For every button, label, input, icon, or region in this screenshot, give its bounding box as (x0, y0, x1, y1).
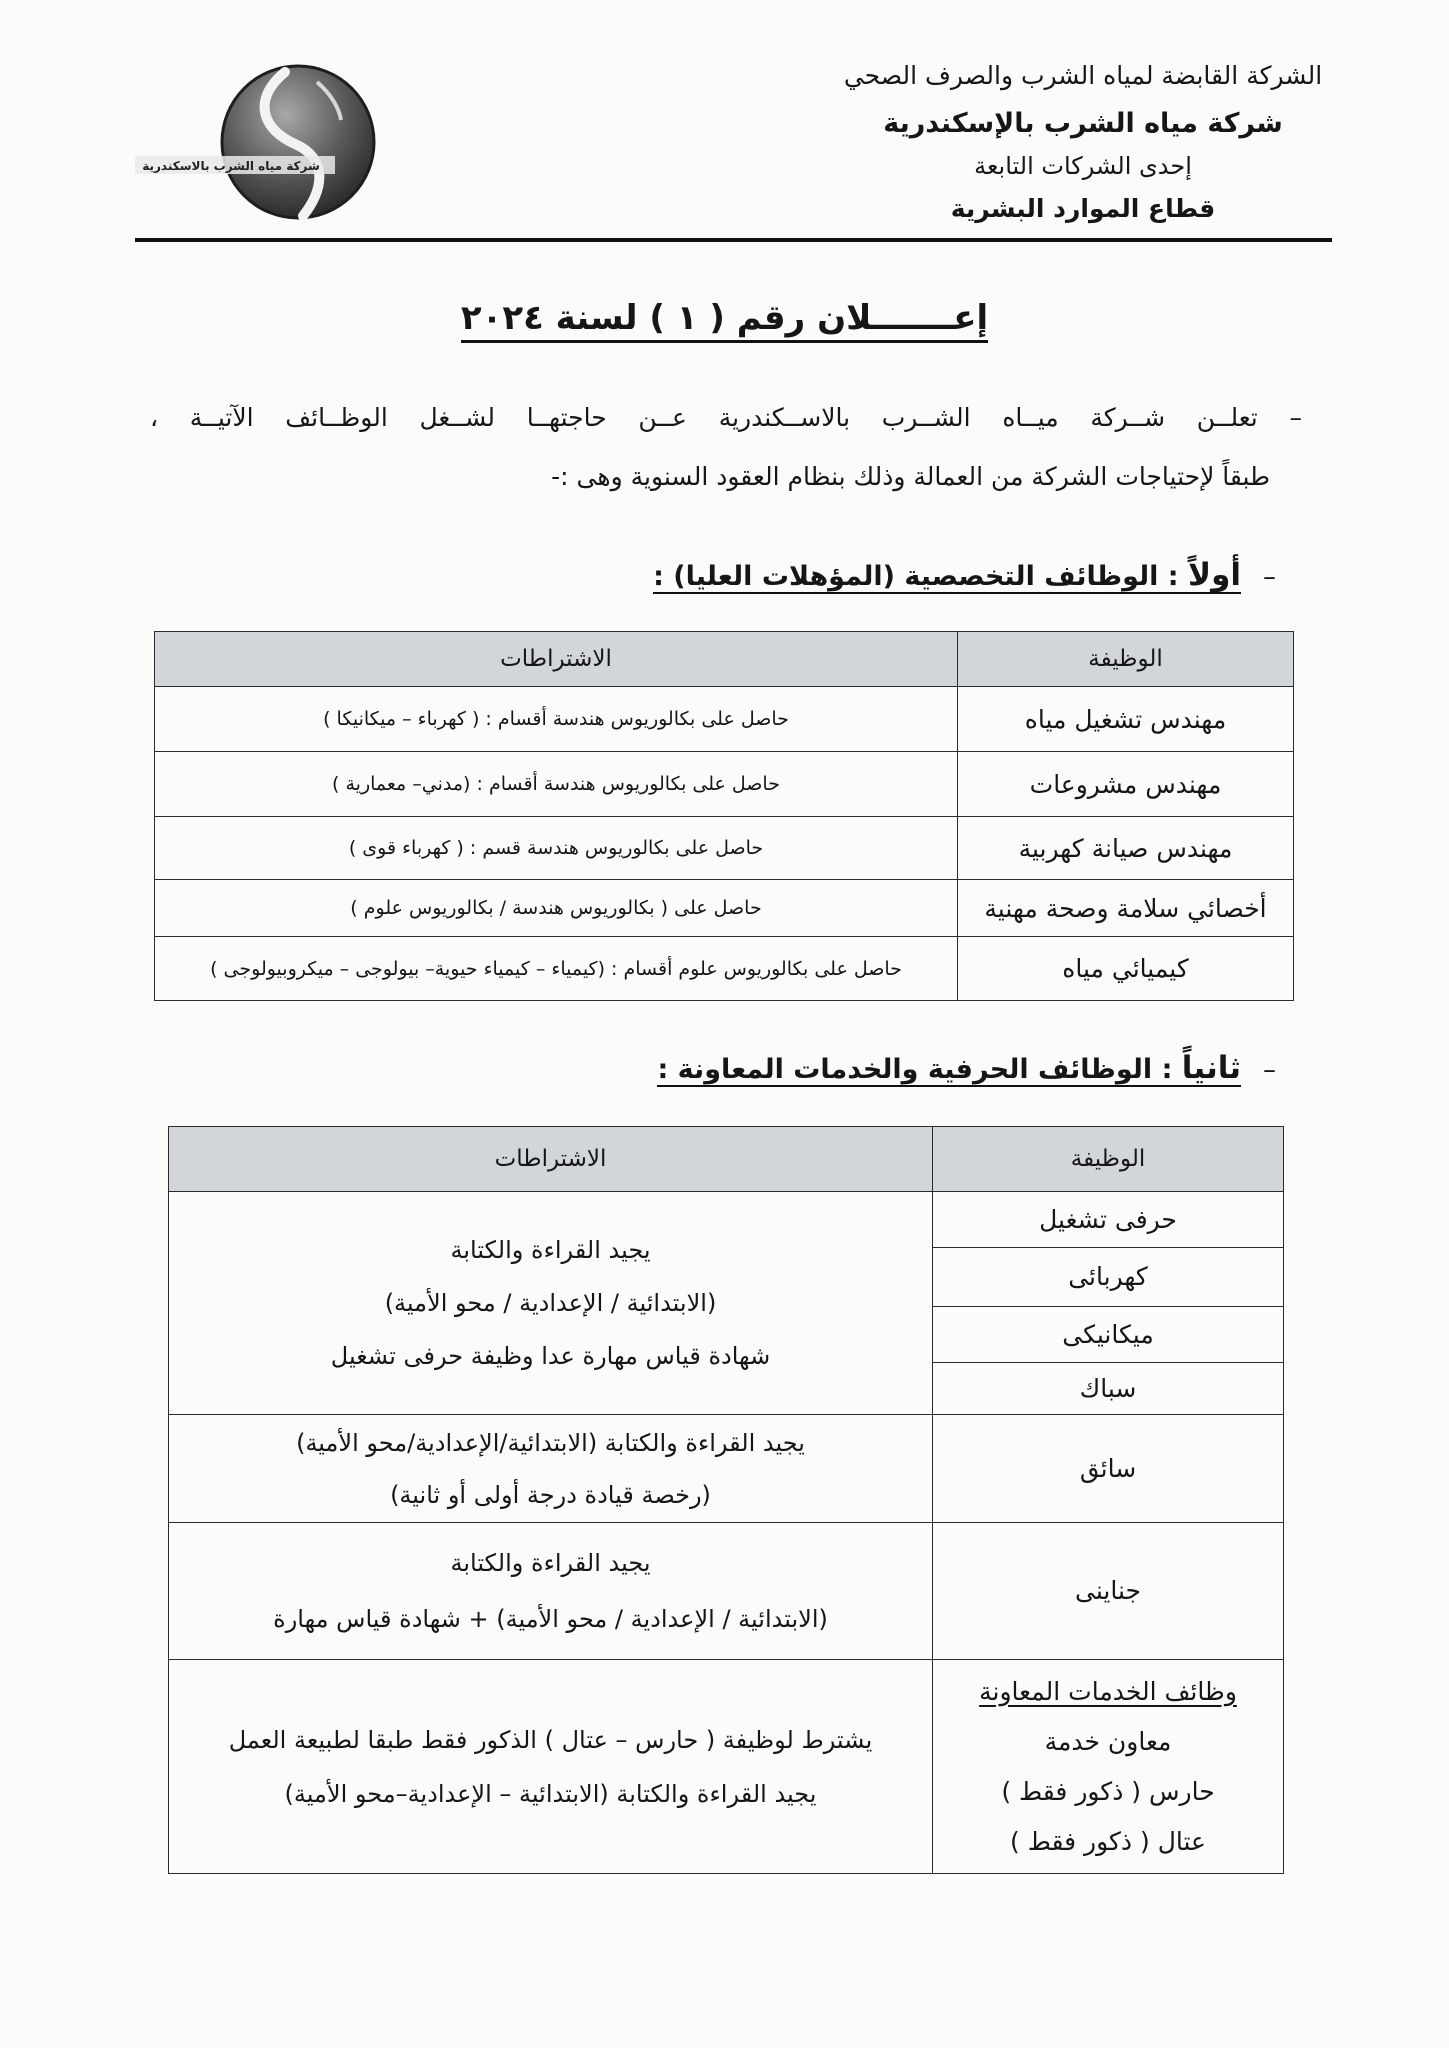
requirement-line: يجيد القراءة والكتابة (الابتدائية – الإعدادية–محو الأمية) (284, 1779, 817, 1808)
table-row (155, 937, 1294, 1001)
craft-jobs-table (168, 1126, 1284, 1874)
table-row (169, 1660, 1284, 1874)
job-title: كيميائي مياه (958, 937, 1294, 1001)
job-requirements (169, 1192, 933, 1415)
job-requirements: حاصل على بكالوريوس هندسة أقسام : (مدني– معمارية ) (155, 752, 958, 817)
job-title: مهندس مشروعات (958, 752, 1294, 817)
requirement-line: يجيد القراءة والكتابة (الابتدائية/الإعدادية/محو الأمية) (296, 1428, 805, 1457)
column-header-job: الوظيفة (933, 1127, 1284, 1192)
job-requirements: حاصل على بكالوريوس هندسة قسم : ( كهرباء قوى ) (155, 817, 958, 880)
requirement-line: (الابتدائية / الإعدادية / محو الأمية) (384, 1288, 717, 1317)
requirement-line: (الابتدائية / الإعدادية / محو الأمية) + شهادة قياس مهارة (273, 1605, 828, 1633)
requirement-line: يجيد القراءة والكتابة (450, 1549, 651, 1577)
intro-line-1: – تعلــن شــركة ميــاه الشــرب بالاســكندرية عــن حاجتهــا لشــغل الوظــائف الآتيــة ، (150, 403, 1302, 432)
job-title: عتال ( ذكور فقط ) (1010, 1826, 1206, 1856)
department-name: قطاع الموارد البشرية (950, 194, 1216, 223)
job-title: سباك (933, 1363, 1284, 1415)
requirement-line: شهادة قياس مهارة عدا وظيفة حرفى تشغيل (330, 1341, 771, 1370)
job-requirements (169, 1660, 933, 1874)
job-requirements: حاصل على بكالوريوس هندسة أقسام : ( كهرباء – ميكانيكا ) (155, 687, 958, 752)
column-header-job: الوظيفة (958, 632, 1294, 687)
section-2-heading (657, 1046, 1276, 1095)
job-title: مهندس صيانة كهربية (958, 817, 1294, 880)
support-services-jobs (933, 1660, 1284, 1874)
job-requirements (169, 1523, 933, 1660)
table-row (155, 687, 1294, 752)
section-1-heading (653, 553, 1276, 602)
job-title: معاون خدمة (1044, 1726, 1172, 1756)
section-2-title: : الوظائف الحرفية والخدمات المعاونة : (657, 1054, 1182, 1085)
header-divider (135, 238, 1332, 242)
section-1-label: أولاً (1188, 557, 1241, 593)
job-requirements: حاصل على بكالوريوس علوم أقسام : (كيمياء – كيمياء حيوية– بيولوجى – ميكروبيولوجى ) (155, 937, 958, 1001)
column-header-requirements: الاشتراطات (169, 1127, 933, 1192)
affiliate-note: إحدى الشركات التابعة (974, 152, 1192, 180)
section-1-bullet: – (1263, 562, 1276, 592)
section-1-title: : الوظائف التخصصية (المؤهلات العليا) : (653, 561, 1189, 592)
table-header-row (169, 1127, 1284, 1192)
table-row (155, 880, 1294, 937)
company-name: شركة مياه الشرب بالإسكندرية (883, 108, 1283, 139)
requirement-line: يجيد القراءة والكتابة (450, 1235, 651, 1264)
intro-line-2: طبقاً لإحتياجات الشركة من العمالة وذلك بنظام العقود السنوية وهى :- (551, 462, 1270, 491)
table-row (155, 817, 1294, 880)
job-title: سائق (933, 1415, 1284, 1523)
announcement-title (0, 294, 1449, 342)
logo-lettering: شركة مياه الشرب بالاسكندرية (142, 159, 320, 173)
holding-company-name: الشركة القابضة لمياه الشرب والصرف الصحي (843, 61, 1323, 90)
announcement-title-text: إعـــــــلان رقم ( ١ ) لسنة ٢٠٢٤ (461, 298, 988, 343)
support-services-title: وظائف الخدمات المعاونة (979, 1676, 1237, 1706)
requirement-line: (رخصة قيادة درجة أولى أو ثانية) (390, 1480, 711, 1509)
table-row (169, 1192, 1284, 1248)
table-row (169, 1415, 1284, 1523)
job-title: ميكانيكى (933, 1307, 1284, 1363)
section-2-heading-text (657, 1050, 1241, 1087)
table-header-row (155, 632, 1294, 687)
job-requirements (169, 1415, 933, 1523)
company-logo (135, 60, 385, 230)
requirement-line: يشترط لوظيفة ( حارس – عتال ) الذكور فقط طبقا لطبيعة العمل (228, 1725, 873, 1754)
table-row (155, 752, 1294, 817)
section-2-label: ثانياً (1181, 1050, 1241, 1086)
section-1-heading-text (653, 557, 1241, 594)
table-row (169, 1523, 1284, 1660)
job-requirements: حاصل على ( بكالوريوس هندسة / بكالوريوس علوم ) (155, 880, 958, 937)
job-title: جناينى (933, 1523, 1284, 1660)
job-title: كهربائى (933, 1248, 1284, 1307)
job-title: حرفى تشغيل (933, 1192, 1284, 1248)
job-title: أخصائي سلامة وصحة مهنية (958, 880, 1294, 937)
specialized-jobs-table (154, 631, 1294, 1001)
section-2-bullet: – (1263, 1055, 1276, 1085)
job-title: حارس ( ذكور فقط ) (1001, 1776, 1215, 1806)
job-title: مهندس تشغيل مياه (958, 687, 1294, 752)
column-header-requirements: الاشتراطات (155, 632, 958, 687)
